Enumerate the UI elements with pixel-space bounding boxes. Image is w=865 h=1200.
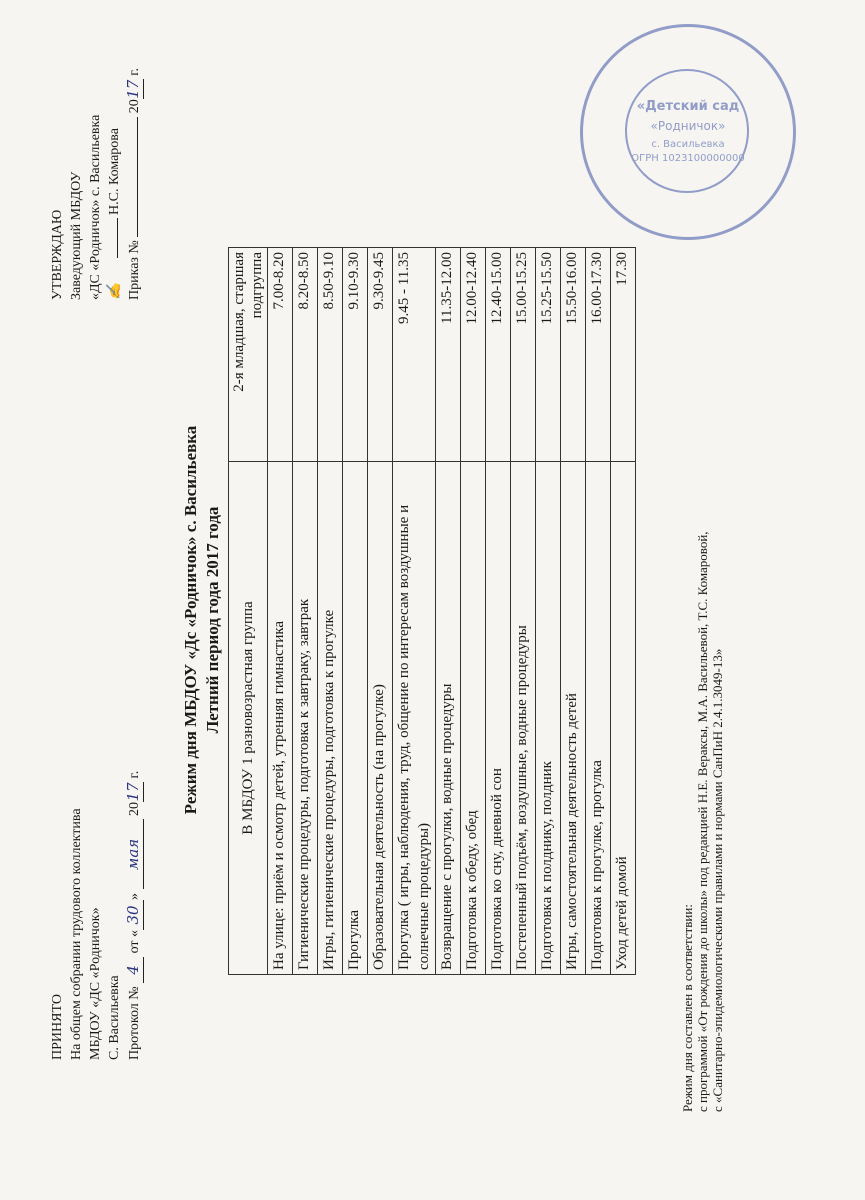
protocol-line: Протокол № 4 от «30» мая 2017 г. xyxy=(124,770,142,1060)
activity-cell: Возвращение с прогулки, водные процедуры xyxy=(436,462,461,975)
confirm-block xyxy=(48,68,144,300)
time-cell: 9.45 - 11.35 xyxy=(393,248,436,462)
protocol-label: Протокол № xyxy=(127,986,142,1060)
time-cell: 9.30-9.45 xyxy=(368,248,393,462)
stamp-text-4: ОГРН 1023100000000 xyxy=(631,153,745,164)
protocol-day: 30 xyxy=(124,900,144,930)
protocol-g: г. xyxy=(127,770,142,779)
table-row xyxy=(611,248,636,975)
approved-org: МБДОУ «ДС «Родничок» xyxy=(88,907,103,1060)
stamp-text-1: «Детский сад xyxy=(636,99,740,114)
footer-line-3: с «Санитарно-эпидемиологическими правилами и нормами СанПиН 2.4.1.3049-13» xyxy=(710,648,725,1112)
table-row xyxy=(461,248,486,975)
table-row xyxy=(318,248,343,975)
activity-cell: Подготовка к прогулке, прогулка xyxy=(586,462,611,975)
protocol-from: от xyxy=(127,940,142,954)
activity-cell: Образовательная деятельность (на прогулке) xyxy=(368,462,393,975)
time-cell: 17.30 xyxy=(611,248,636,462)
stamp-text-3: с. Васильевка xyxy=(651,139,725,150)
table-row xyxy=(586,248,611,975)
approved-village: С. Васильевка xyxy=(107,975,122,1060)
table-row xyxy=(486,248,511,975)
order-label: Приказ № xyxy=(127,240,142,300)
title-line-1: Режим дня МБДОУ «Дс «Родничок» с. Васильевка xyxy=(181,425,200,815)
table-row xyxy=(393,248,436,975)
order-line xyxy=(124,68,144,300)
activity-cell: Прогулка xyxy=(343,462,368,975)
order-year-prefix: 20 xyxy=(127,99,142,114)
activity-cell: Игры, самостоятельная деятельность детей xyxy=(561,462,586,975)
table-row xyxy=(343,248,368,975)
approved-block xyxy=(48,771,144,1060)
director-name: Н.С. Комарова xyxy=(107,128,122,215)
activity-cell: На улице: приём и осмотр детей, утренняя гимнастика xyxy=(268,462,293,975)
order-g: г. xyxy=(127,68,142,76)
table-header-row xyxy=(229,248,268,975)
confirm-heading: УТВЕРЖДАЮ xyxy=(50,209,65,300)
time-cell: 15.00-15.25 xyxy=(511,248,536,462)
footer-line-1: Режим дня составлен в соответствии: xyxy=(680,904,695,1112)
table-row xyxy=(293,248,318,975)
activity-cell: Подготовка к обеду, обед xyxy=(461,462,486,975)
time-cell: 16.00-17.30 xyxy=(586,248,611,462)
confirm-sign-line xyxy=(105,68,124,300)
header-subgroup: 2-я младшая, старшая подгруппа xyxy=(229,248,268,462)
time-cell: 8.20-8.50 xyxy=(293,248,318,462)
activity-cell: Уход детей домой xyxy=(611,462,636,975)
activity-cell: Подготовка к полднику, полдник xyxy=(536,462,561,975)
footer-line-2: с программой «От рождения до школы» под редакцией Н.Е. Вераксы, М.А. Васильевой, Т.С. Комаровой, xyxy=(695,531,710,1112)
title-line-2: Летний период года 2017 года xyxy=(203,506,222,734)
schedule-table xyxy=(228,247,636,975)
time-cell: 12.00-12.40 xyxy=(461,248,486,462)
header-group: В МБДОУ 1 разновозрастная группа xyxy=(229,462,268,975)
table-row xyxy=(436,248,461,975)
time-cell: 12.40-15.00 xyxy=(486,248,511,462)
activity-cell: Прогулка ( игры, наблюдения, труд, общение по интересам воздушные и солнечные процедуры) xyxy=(393,462,436,975)
time-cell: 7.00-8.20 xyxy=(268,248,293,462)
confirm-org: «ДС «Родничок» с. Васильевка xyxy=(88,114,103,300)
activity-cell: Подготовка ко сну, дневной сон xyxy=(486,462,511,975)
time-cell: 9.10-9.30 xyxy=(343,248,368,462)
protocol-number: 4 xyxy=(124,957,144,983)
protocol-month: мая xyxy=(124,819,144,889)
signature: ✍ xyxy=(106,282,122,300)
time-cell: 11.35-12.00 xyxy=(436,248,461,462)
activity-cell: Игры, гигиенические процедуры, подготовка к прогулке xyxy=(318,462,343,975)
table-row xyxy=(561,248,586,975)
official-stamp xyxy=(580,24,796,240)
activity-cell: Постепенный подъём, воздушные, водные процедуры xyxy=(511,462,536,975)
footer-note xyxy=(680,531,725,1112)
table-row xyxy=(268,248,293,975)
protocol-year-prefix: 20 xyxy=(127,801,142,816)
stamp-text-2: «Родничок» xyxy=(650,119,726,133)
approved-heading: ПРИНЯТО xyxy=(50,994,65,1060)
time-cell: 8.50-9.10 xyxy=(318,248,343,462)
time-cell: 15.50-16.00 xyxy=(561,248,586,462)
approved-meeting: На общем собрании трудового коллектива xyxy=(69,808,84,1060)
protocol-year-suffix: 17 xyxy=(124,782,142,802)
activity-cell: Гигиенические процедуры, подготовка к завтраку, завтрак xyxy=(293,462,318,975)
confirm-position: Заведующий МБДОУ xyxy=(69,171,84,300)
table-row xyxy=(368,248,393,975)
table-row xyxy=(511,248,536,975)
order-year-suffix: 17 xyxy=(124,79,142,99)
time-cell: 15.25-15.50 xyxy=(536,248,561,462)
table-row xyxy=(536,248,561,975)
page-title xyxy=(180,340,224,900)
